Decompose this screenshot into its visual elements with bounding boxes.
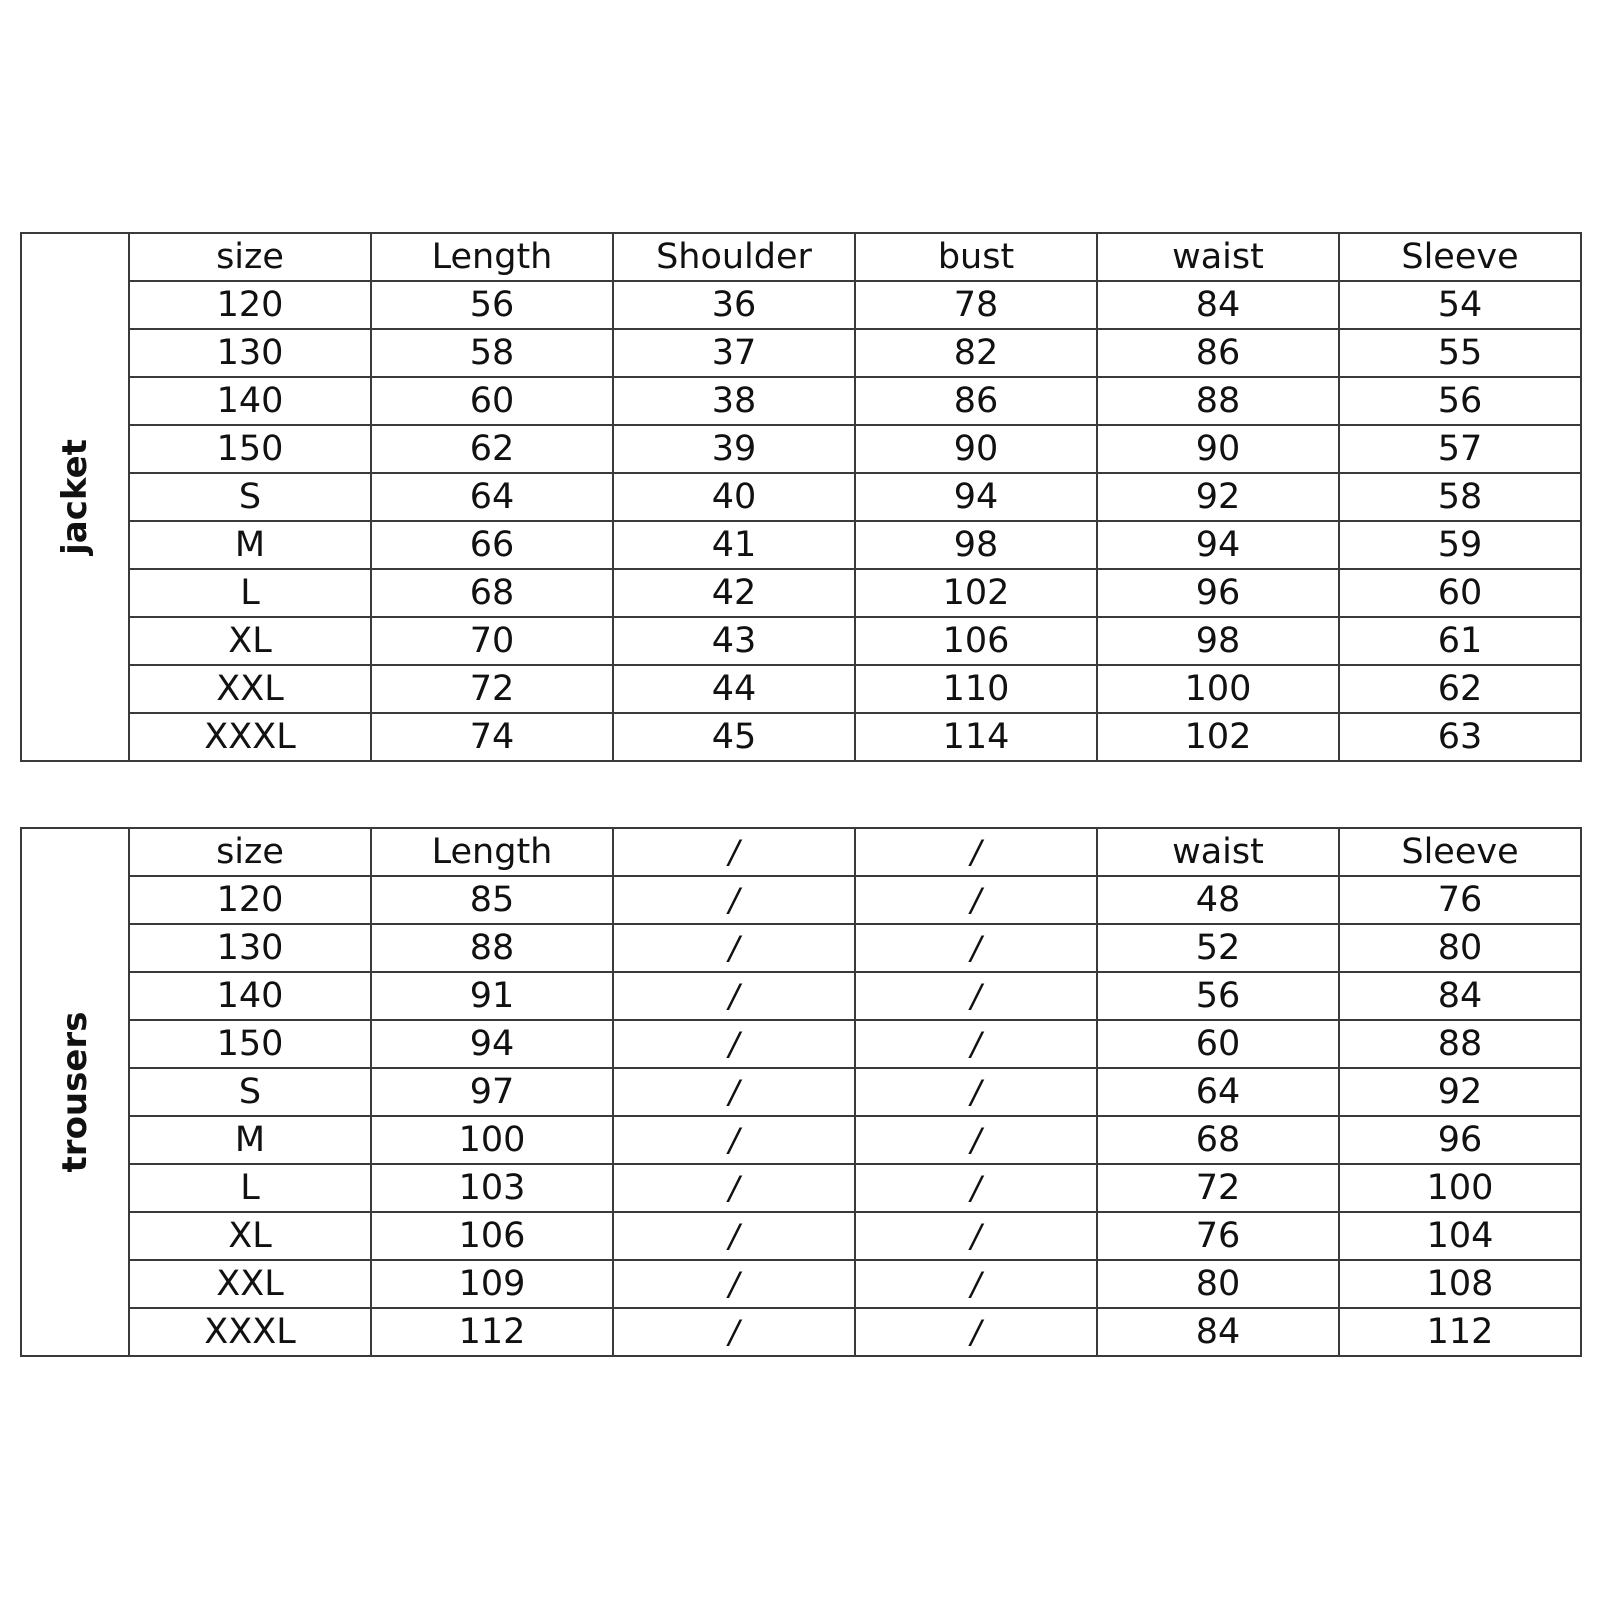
measurement-cell: 38	[613, 377, 855, 425]
measurement-cell: 62	[371, 425, 613, 473]
trousers-table-body	[21, 828, 1581, 1356]
header-cell: Shoulder	[613, 233, 855, 281]
header-cell: Sleeve	[1339, 233, 1581, 281]
measurement-cell: 43	[613, 617, 855, 665]
measurement-cell: 86	[855, 377, 1097, 425]
measurement-cell: 96	[1097, 569, 1339, 617]
size-cell: 130	[129, 329, 371, 377]
measurement-cell: 56	[1339, 377, 1581, 425]
measurement-cell: 88	[1339, 1020, 1581, 1068]
measurement-cell: 92	[1339, 1068, 1581, 1116]
measurement-cell: 74	[371, 713, 613, 761]
measurement-cell: /	[613, 1116, 855, 1164]
size-cell: L	[129, 569, 371, 617]
measurement-cell: 90	[855, 425, 1097, 473]
measurement-cell: 112	[371, 1308, 613, 1356]
table-row	[21, 569, 1581, 617]
jacket-label: jacket	[55, 439, 95, 555]
header-row	[21, 233, 1581, 281]
measurement-cell: 56	[1097, 972, 1339, 1020]
measurement-cell: /	[855, 1020, 1097, 1068]
measurement-cell: 56	[371, 281, 613, 329]
trousers-size-table	[20, 827, 1582, 1357]
size-cell: 140	[129, 972, 371, 1020]
measurement-cell: /	[855, 1260, 1097, 1308]
measurement-cell: 52	[1097, 924, 1339, 972]
measurement-cell: 104	[1339, 1212, 1581, 1260]
measurement-cell: /	[613, 1068, 855, 1116]
measurement-cell: 82	[855, 329, 1097, 377]
size-cell: S	[129, 473, 371, 521]
measurement-cell: 103	[371, 1164, 613, 1212]
measurement-cell: /	[855, 972, 1097, 1020]
size-cell: XL	[129, 1212, 371, 1260]
table-row	[21, 1164, 1581, 1212]
measurement-cell: /	[855, 1116, 1097, 1164]
measurement-cell: 97	[371, 1068, 613, 1116]
size-cell: 140	[129, 377, 371, 425]
measurement-cell: 37	[613, 329, 855, 377]
table-row	[21, 1212, 1581, 1260]
header-row	[21, 828, 1581, 876]
jacket-table-body	[21, 233, 1581, 761]
header-cell: Sleeve	[1339, 828, 1581, 876]
table-row	[21, 1020, 1581, 1068]
measurement-cell: 84	[1097, 281, 1339, 329]
size-cell: 120	[129, 876, 371, 924]
measurement-cell: 55	[1339, 329, 1581, 377]
measurement-cell: /	[855, 1068, 1097, 1116]
size-cell: XXXL	[129, 713, 371, 761]
measurement-cell: 92	[1097, 473, 1339, 521]
measurement-cell: 86	[1097, 329, 1339, 377]
measurement-cell: 106	[371, 1212, 613, 1260]
measurement-cell: 102	[1097, 713, 1339, 761]
table-row	[21, 617, 1581, 665]
table-row	[21, 713, 1581, 761]
measurement-cell: 98	[1097, 617, 1339, 665]
measurement-cell: 58	[371, 329, 613, 377]
measurement-cell: 102	[855, 569, 1097, 617]
size-cell: M	[129, 1116, 371, 1164]
size-cell: M	[129, 521, 371, 569]
measurement-cell: /	[855, 1212, 1097, 1260]
measurement-cell: /	[613, 1164, 855, 1212]
header-cell: size	[129, 233, 371, 281]
size-cell: 150	[129, 425, 371, 473]
measurement-cell: 76	[1097, 1212, 1339, 1260]
measurement-cell: 78	[855, 281, 1097, 329]
measurement-cell: 40	[613, 473, 855, 521]
size-cell: 130	[129, 924, 371, 972]
measurement-cell: 62	[1339, 665, 1581, 713]
measurement-cell: 85	[371, 876, 613, 924]
measurement-cell: /	[855, 924, 1097, 972]
trousers-label: trousers	[55, 1011, 95, 1173]
measurement-cell: 84	[1097, 1308, 1339, 1356]
size-cell: XXL	[129, 665, 371, 713]
measurement-cell: 59	[1339, 521, 1581, 569]
measurement-cell: 94	[371, 1020, 613, 1068]
measurement-cell: 68	[371, 569, 613, 617]
measurement-cell: 42	[613, 569, 855, 617]
measurement-cell: 91	[371, 972, 613, 1020]
measurement-cell: 45	[613, 713, 855, 761]
header-cell: /	[855, 828, 1097, 876]
table-row	[21, 1308, 1581, 1356]
table-row	[21, 377, 1581, 425]
measurement-cell: 100	[1097, 665, 1339, 713]
measurement-cell: 88	[371, 924, 613, 972]
table-row	[21, 521, 1581, 569]
table-row	[21, 281, 1581, 329]
measurement-cell: /	[613, 1308, 855, 1356]
measurement-cell: 48	[1097, 876, 1339, 924]
measurement-cell: /	[613, 1260, 855, 1308]
jacket-side-cell	[21, 233, 129, 761]
measurement-cell: 64	[371, 473, 613, 521]
measurement-cell: /	[855, 1308, 1097, 1356]
measurement-cell: 110	[855, 665, 1097, 713]
measurement-cell: /	[855, 876, 1097, 924]
header-cell: Length	[371, 828, 613, 876]
size-cell: XXL	[129, 1260, 371, 1308]
measurement-cell: 72	[1097, 1164, 1339, 1212]
measurement-cell: 84	[1339, 972, 1581, 1020]
size-cell: XXXL	[129, 1308, 371, 1356]
measurement-cell: 76	[1339, 876, 1581, 924]
table-row	[21, 1116, 1581, 1164]
measurement-cell: 70	[371, 617, 613, 665]
table-row	[21, 972, 1581, 1020]
measurement-cell: 100	[371, 1116, 613, 1164]
measurement-cell: 60	[1339, 569, 1581, 617]
header-cell: waist	[1097, 828, 1339, 876]
table-row	[21, 1068, 1581, 1116]
header-cell: /	[613, 828, 855, 876]
measurement-cell: 108	[1339, 1260, 1581, 1308]
measurement-cell: 80	[1339, 924, 1581, 972]
measurement-cell: 94	[855, 473, 1097, 521]
table-row	[21, 329, 1581, 377]
measurement-cell: 68	[1097, 1116, 1339, 1164]
measurement-cell: /	[613, 1212, 855, 1260]
measurement-cell: /	[613, 1020, 855, 1068]
measurement-cell: 98	[855, 521, 1097, 569]
measurement-cell: 64	[1097, 1068, 1339, 1116]
measurement-cell: 72	[371, 665, 613, 713]
measurement-cell: 54	[1339, 281, 1581, 329]
jacket-size-table	[20, 232, 1582, 762]
header-cell: Length	[371, 233, 613, 281]
measurement-cell: /	[613, 876, 855, 924]
measurement-cell: 80	[1097, 1260, 1339, 1308]
header-cell: size	[129, 828, 371, 876]
table-row	[21, 1260, 1581, 1308]
measurement-cell: 94	[1097, 521, 1339, 569]
size-cell: 150	[129, 1020, 371, 1068]
size-cell: 120	[129, 281, 371, 329]
measurement-cell: /	[855, 1164, 1097, 1212]
measurement-cell: 96	[1339, 1116, 1581, 1164]
measurement-cell: 58	[1339, 473, 1581, 521]
measurement-cell: 112	[1339, 1308, 1581, 1356]
measurement-cell: 44	[613, 665, 855, 713]
measurement-cell: 60	[371, 377, 613, 425]
measurement-cell: 57	[1339, 425, 1581, 473]
table-row	[21, 924, 1581, 972]
size-cell: S	[129, 1068, 371, 1116]
measurement-cell: 41	[613, 521, 855, 569]
size-cell: L	[129, 1164, 371, 1212]
size-cell: XL	[129, 617, 371, 665]
measurement-cell: 60	[1097, 1020, 1339, 1068]
header-cell: bust	[855, 233, 1097, 281]
measurement-cell: 109	[371, 1260, 613, 1308]
measurement-cell: 66	[371, 521, 613, 569]
measurement-cell: 114	[855, 713, 1097, 761]
measurement-cell: /	[613, 972, 855, 1020]
measurement-cell: 36	[613, 281, 855, 329]
measurement-cell: 100	[1339, 1164, 1581, 1212]
table-row	[21, 473, 1581, 521]
trousers-side-cell	[21, 828, 129, 1356]
table-row	[21, 876, 1581, 924]
measurement-cell: 90	[1097, 425, 1339, 473]
measurement-cell: 63	[1339, 713, 1581, 761]
measurement-cell: 39	[613, 425, 855, 473]
table-row	[21, 425, 1581, 473]
measurement-cell: 106	[855, 617, 1097, 665]
measurement-cell: 61	[1339, 617, 1581, 665]
table-row	[21, 665, 1581, 713]
measurement-cell: 88	[1097, 377, 1339, 425]
header-cell: waist	[1097, 233, 1339, 281]
measurement-cell: /	[613, 924, 855, 972]
